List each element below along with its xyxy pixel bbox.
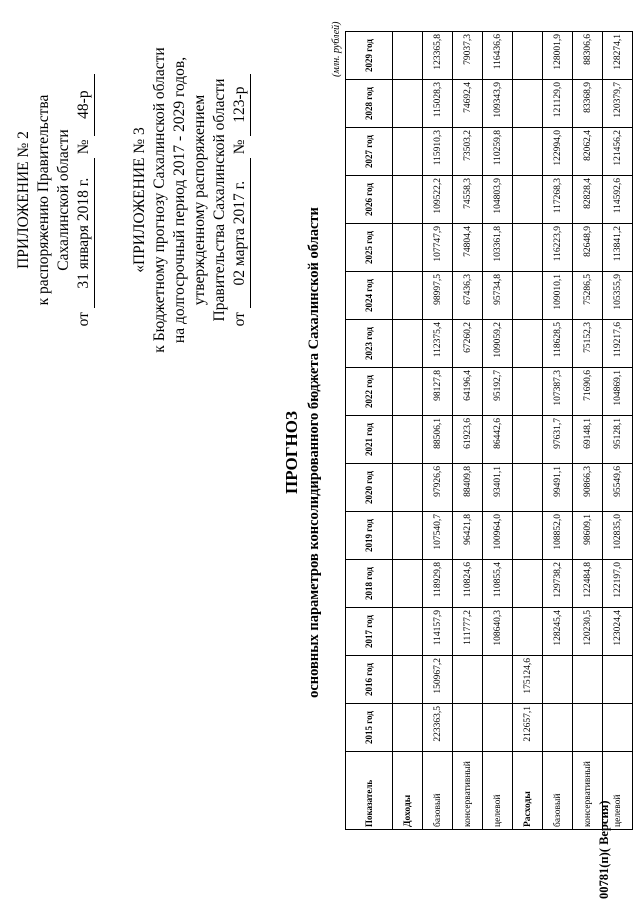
column-header-year: 2015 год	[346, 704, 393, 752]
row-label: базовый	[543, 752, 573, 830]
table-cell: 95128,1	[603, 416, 633, 464]
table-cell	[513, 176, 543, 224]
table-cell	[393, 512, 423, 560]
appendix-block	[14, 40, 95, 360]
table-cell	[513, 80, 543, 128]
table-cell	[393, 416, 423, 464]
table-cell: 108852,0	[543, 512, 573, 560]
column-header-year: 2018 год	[346, 560, 393, 608]
table-cell	[513, 608, 543, 656]
column-header-year: 2027 год	[346, 128, 393, 176]
table-cell: 98609,1	[573, 512, 603, 560]
table-cell: 90866,3	[573, 464, 603, 512]
table-cell: 128001,9	[543, 32, 573, 80]
table-cell	[393, 464, 423, 512]
table-cell: 118628,5	[543, 320, 573, 368]
table-cell: 98997,5	[423, 272, 453, 320]
table-cell	[513, 32, 543, 80]
table-cell: 109522,2	[423, 176, 453, 224]
approved-line-3: утвержденному распоряжением	[191, 94, 208, 306]
column-header-year: 2028 год	[346, 80, 393, 128]
table-cell: 74558,3	[453, 176, 483, 224]
document-title: ПРОГНОЗ	[282, 411, 301, 494]
column-header-year: 2020 год	[346, 464, 393, 512]
table-cell: 82828,4	[573, 176, 603, 224]
table-cell: 110855,4	[483, 560, 513, 608]
approved-from: от	[231, 312, 248, 327]
table-cell: 122994,0	[543, 128, 573, 176]
table-header-row	[346, 32, 393, 830]
table-row	[483, 32, 513, 830]
table-cell	[393, 656, 423, 704]
table-cell: 96421,8	[453, 512, 483, 560]
approved-line-2: на долгосрочный период 2017 - 2029 годов,	[171, 56, 188, 344]
appendix-no: №	[75, 139, 92, 155]
table-cell: 175124,6	[513, 656, 543, 704]
column-header-indicator: Показатель	[346, 752, 393, 830]
table-cell: 116436,6	[483, 32, 513, 80]
table-cell: 109059,2	[483, 320, 513, 368]
approved-title: «ПРИЛОЖЕНИЕ № 3	[131, 127, 148, 273]
column-header-year: 2026 год	[346, 176, 393, 224]
table-cell	[513, 368, 543, 416]
table-cell	[543, 704, 573, 752]
table-cell: 86442,6	[483, 416, 513, 464]
table-cell	[393, 32, 423, 80]
table-cell: 74692,4	[453, 80, 483, 128]
table-cell: 113841,2	[603, 224, 633, 272]
table-cell: 118929,8	[423, 560, 453, 608]
table-cell	[393, 608, 423, 656]
appendix-number: 48-р	[74, 74, 95, 136]
table-cell	[453, 704, 483, 752]
table-cell: 74804,4	[453, 224, 483, 272]
table-cell	[393, 128, 423, 176]
table-cell: 115910,3	[423, 128, 453, 176]
table-cell: 95192,7	[483, 368, 513, 416]
table-cell	[513, 416, 543, 464]
table-cell: 114157,9	[423, 608, 453, 656]
appendix-date: 31 января 2018 г.	[74, 158, 95, 308]
table-cell	[513, 128, 543, 176]
table-cell: 67436,3	[453, 272, 483, 320]
table-cell: 82648,9	[573, 224, 603, 272]
table-cell: 64196,4	[453, 368, 483, 416]
approved-no: №	[231, 139, 248, 155]
table-cell	[513, 320, 543, 368]
approved-line-4: Правительства Сахалинской области	[211, 78, 228, 322]
table-cell: 67260,2	[453, 320, 483, 368]
table-cell: 122484,8	[573, 560, 603, 608]
table-cell: 111777,2	[453, 608, 483, 656]
row-label: консервативный	[453, 752, 483, 830]
appendix-line-2: Сахалинской области	[55, 129, 72, 271]
table-cell: 123365,8	[423, 32, 453, 80]
table-cell: 110259,8	[483, 128, 513, 176]
row-label: консервативный	[573, 752, 603, 830]
appendix-title: ПРИЛОЖЕНИЕ № 2	[15, 131, 32, 269]
table-cell: 88506,1	[423, 416, 453, 464]
column-header-year: 2029 год	[346, 32, 393, 80]
table-cell: 98127,8	[423, 368, 453, 416]
table-cell: 212657,1	[513, 704, 543, 752]
column-header-year: 2023 год	[346, 320, 393, 368]
table-body	[393, 32, 633, 830]
table-row	[513, 32, 543, 830]
row-label: целевой	[483, 752, 513, 830]
table-row	[393, 32, 423, 830]
table-row	[453, 32, 483, 830]
table-cell: 115028,3	[423, 80, 453, 128]
table-cell: 109343,9	[483, 80, 513, 128]
table-cell: 69148,1	[573, 416, 603, 464]
table-cell	[483, 704, 513, 752]
table-cell: 117268,3	[543, 176, 573, 224]
table-cell: 114592,6	[603, 176, 633, 224]
table-cell: 99491,1	[543, 464, 573, 512]
table-cell: 61923,6	[453, 416, 483, 464]
table-cell: 129738,2	[543, 560, 573, 608]
table-cell: 79037,3	[453, 32, 483, 80]
forecast-table	[345, 31, 633, 830]
table-cell: 93401,1	[483, 464, 513, 512]
table-cell: 107747,9	[423, 224, 453, 272]
approved-date-line	[230, 30, 251, 370]
table-cell: 108640,3	[483, 608, 513, 656]
table-cell	[393, 80, 423, 128]
table-cell: 75152,3	[573, 320, 603, 368]
table-cell: 102835,0	[603, 512, 633, 560]
table-cell: 104803,9	[483, 176, 513, 224]
table-cell	[573, 656, 603, 704]
approved-date: 02 марта 2017 г.	[230, 158, 251, 308]
table-cell: 83368,9	[573, 80, 603, 128]
table-cell	[393, 368, 423, 416]
column-header-year: 2022 год	[346, 368, 393, 416]
approved-line-1: к Бюджетному прогнозу Сахалинской области	[151, 47, 168, 353]
table-cell: 123024,4	[603, 608, 633, 656]
table-cell: 121129,0	[543, 80, 573, 128]
table-cell	[513, 560, 543, 608]
table-cell: 100964,0	[483, 512, 513, 560]
table-cell	[393, 320, 423, 368]
table-cell: 71690,6	[573, 368, 603, 416]
table-cell: 105355,9	[603, 272, 633, 320]
table-cell: 75286,5	[573, 272, 603, 320]
row-label: целевой	[603, 752, 633, 830]
table-cell: 109010,1	[543, 272, 573, 320]
table-cell	[603, 656, 633, 704]
document-subtitle: основных параметров консолидированного бюджета Сахалинской области	[306, 207, 322, 698]
table-cell: 120230,5	[573, 608, 603, 656]
table-cell	[483, 656, 513, 704]
table-cell: 95549,6	[603, 464, 633, 512]
table-cell: 73503,2	[453, 128, 483, 176]
table-cell: 112375,4	[423, 320, 453, 368]
table-cell: 223363,5	[423, 704, 453, 752]
table-cell: 122197,0	[603, 560, 633, 608]
column-header-year: 2024 год	[346, 272, 393, 320]
appendix-date-line	[74, 40, 95, 360]
table-cell	[393, 704, 423, 752]
table-cell: 97631,7	[543, 416, 573, 464]
table-cell: 88306,6	[573, 32, 603, 80]
table-cell: 150967,2	[423, 656, 453, 704]
table-cell	[573, 704, 603, 752]
table-cell: 107540,7	[423, 512, 453, 560]
table-cell: 121456,2	[603, 128, 633, 176]
table-cell	[393, 560, 423, 608]
approved-block	[130, 30, 251, 370]
table-row	[543, 32, 573, 830]
table-cell: 95734,8	[483, 272, 513, 320]
table-cell	[513, 272, 543, 320]
row-label: Доходы	[393, 752, 423, 830]
table-cell: 110824,6	[453, 560, 483, 608]
table-row	[423, 32, 453, 830]
table-cell: 116223,9	[543, 224, 573, 272]
table-cell: 82062,4	[573, 128, 603, 176]
table-cell	[453, 656, 483, 704]
document-title-block	[282, 0, 323, 905]
row-label: Расходы	[513, 752, 543, 830]
column-header-year: 2017 год	[346, 608, 393, 656]
table-cell	[513, 464, 543, 512]
table-cell	[543, 656, 573, 704]
table-row	[573, 32, 603, 830]
column-header-year: 2025 год	[346, 224, 393, 272]
table-cell: 119217,6	[603, 320, 633, 368]
column-header-year: 2019 год	[346, 512, 393, 560]
appendix-from: от	[75, 312, 92, 327]
table-cell: 97926,6	[423, 464, 453, 512]
table-cell: 128274,1	[603, 32, 633, 80]
table-cell	[393, 176, 423, 224]
approved-number: 123-р	[230, 74, 251, 136]
footer-code: 00781(п)( Версия)	[597, 800, 611, 899]
unit-label: (млн. рублей)	[331, 21, 342, 77]
table-cell: 103361,8	[483, 224, 513, 272]
row-label: базовый	[423, 752, 453, 830]
table-cell: 120379,7	[603, 80, 633, 128]
table-cell: 88409,8	[453, 464, 483, 512]
table-cell	[603, 704, 633, 752]
table-cell	[513, 512, 543, 560]
table-cell: 104869,1	[603, 368, 633, 416]
table-cell: 128245,4	[543, 608, 573, 656]
table-cell: 107387,3	[543, 368, 573, 416]
column-header-year: 2021 год	[346, 416, 393, 464]
appendix-line-1: к распоряжению Правительства	[35, 94, 52, 306]
table-row	[603, 32, 633, 830]
table-cell	[393, 224, 423, 272]
table-cell	[393, 272, 423, 320]
table-cell	[513, 224, 543, 272]
column-header-year: 2016 год	[346, 656, 393, 704]
